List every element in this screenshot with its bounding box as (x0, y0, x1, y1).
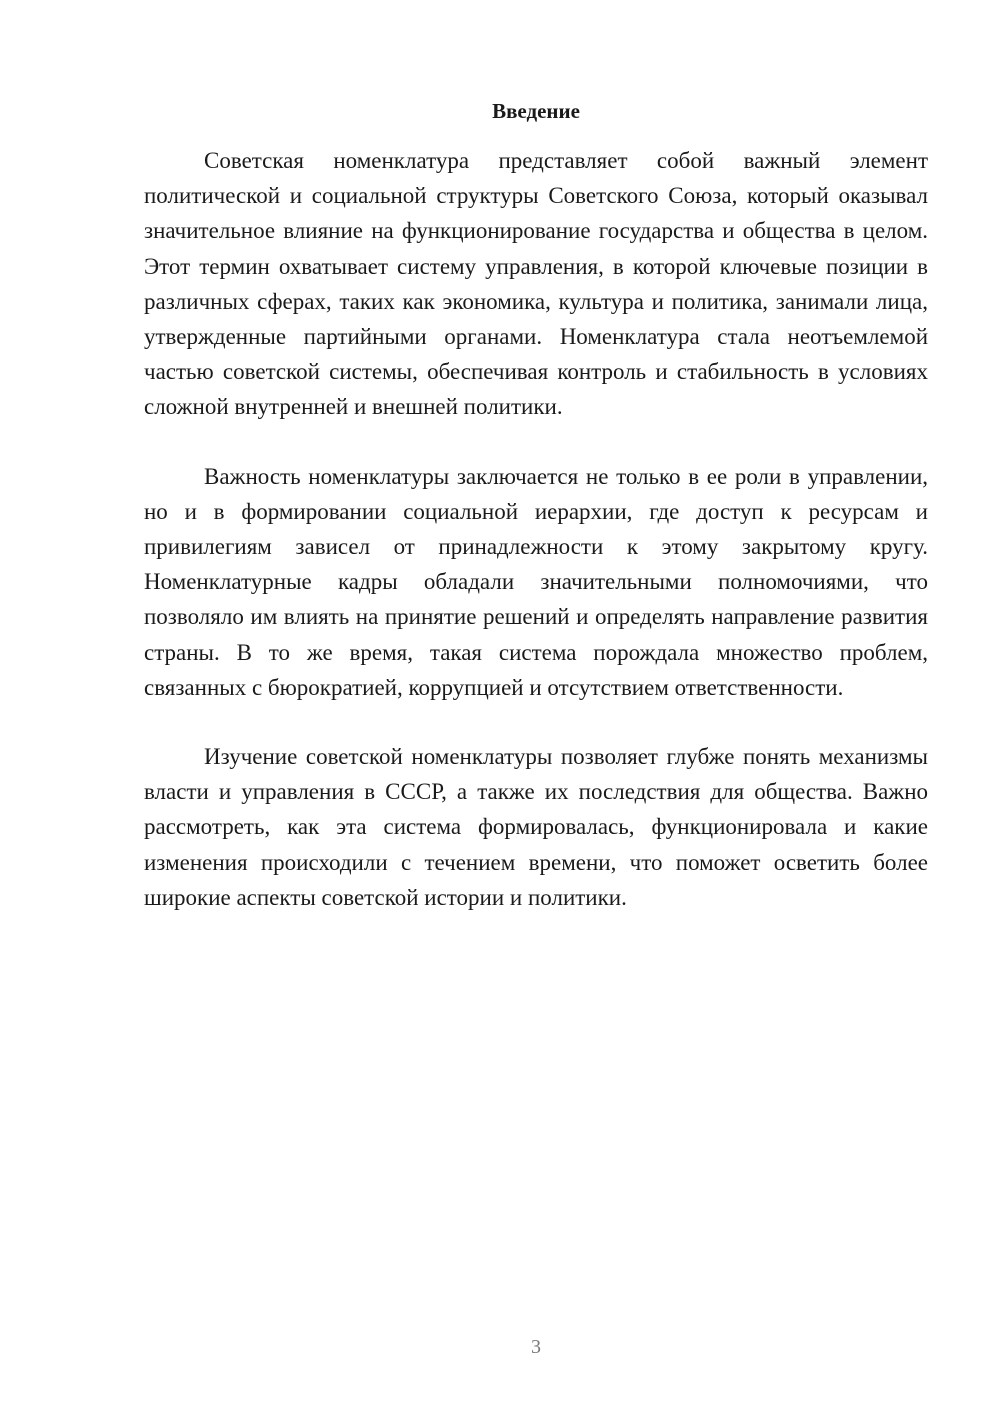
body-text (144, 143, 928, 949)
paragraph-2: Важность номенклатуры заключается не только в ее роли в управлении, но и в формировании социальной иерархии, где доступ к ресурсам и привилегиям зависел от принадлежности к этому закрытому кругу. Номенклатурные кадры обладали значительными полномочиями, что позволяло им влиять на принятие решений и определять направление развития страны. В то же время, такая система порождала множество проблем, связанных с бюрократией, коррупцией и отсутствием ответственности. (144, 463, 928, 700)
page-number: 3 (531, 1336, 541, 1358)
paragraph-1: Советская номенклатура представляет собой важный элемент политической и социальной структуры Советского Союза, который оказывал значительное влияние на функционирование государства и общества в целом. Этот термин охватывает систему управления, в которой ключевые позиции в различных сферах, таких как экономика, культура и политика, занимали лица, утвержденные партийными органами. Номенклатура стала неотъемлемой частью советской системы, обеспечивая контроль и стабильность в условиях сложной внутренней и внешней политики. (144, 148, 928, 420)
section-heading: Введение (492, 99, 580, 123)
paragraph-3: Изучение советской номенклатуры позволяет глубже понять механизмы власти и управления в СССР, а также их последствия для общества. Важно рассмотреть, как эта система формировалась, функционировала и какие изменения происходили с течением времени, что поможет осветить более широкие аспекты советской истории и политики. (144, 744, 928, 910)
